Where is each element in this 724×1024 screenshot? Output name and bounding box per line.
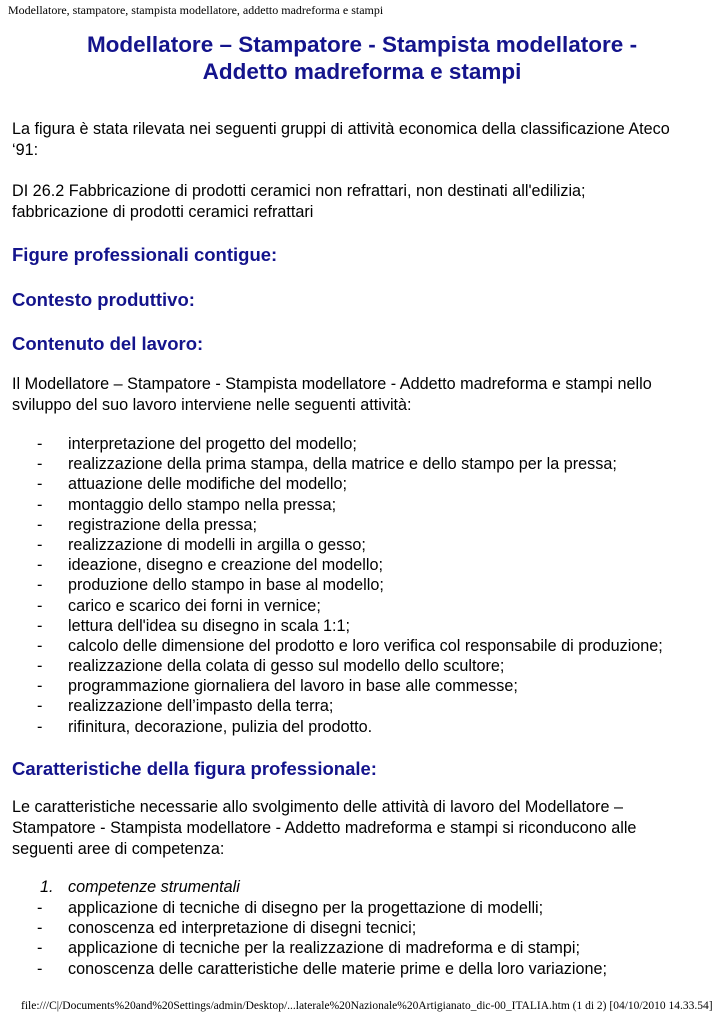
intro-line-1: La figura è stata rilevata nei seguenti gruppi di attività economica della classificazione Ateco (12, 120, 670, 138)
item-label: competenze strumentali (68, 878, 240, 896)
page-title (10, 31, 714, 85)
intro-line-2: ‘91: (12, 141, 39, 159)
list-item-text: realizzazione della colata di gesso sul modello dello scultore; (68, 657, 505, 676)
list-dash: - (37, 576, 43, 595)
list-dash: - (37, 535, 43, 554)
list-dash: - (37, 636, 43, 655)
list-item (12, 535, 712, 555)
list-item (12, 918, 712, 938)
list-item-text: programmazione giornaliera del lavoro in base alle commesse; (68, 677, 518, 696)
contenuto-line-1: Il Modellatore – Stampatore - Stampista modellatore - Addetto madreforma e stampi nello (12, 375, 652, 393)
title-line-1: Modellatore – Stampatore - Stampista modellatore - (86, 32, 638, 57)
list-item-text: montaggio dello stampo nella pressa; (68, 495, 337, 514)
list-dash: - (37, 515, 43, 534)
list-item-text: realizzazione di modelli in argilla o gesso; (68, 535, 366, 554)
heading-caratteristiche: Caratteristiche della figura professionale: (12, 758, 377, 779)
list-item (12, 938, 712, 958)
print-footer: file:///C|/Documents%20and%20Settings/admin/Desktop/...laterale%20Nazionale%20Artigianato_dic-00_ITALIA.htm (1 di 2) [04/10/2010 14.33.54] (21, 1000, 713, 1012)
caratteristiche-paragraph (12, 797, 712, 860)
ateco-line-1: DI 26.2 Fabbricazione di prodotti ceramici non refrattari, non destinati all'edilizia; (12, 182, 586, 200)
list-dash: - (37, 556, 43, 575)
ateco-paragraph (12, 181, 712, 223)
list-item (12, 454, 712, 474)
list-dash: - (37, 455, 43, 474)
list-item-text: carico e scarico dei forni in vernice; (68, 596, 321, 615)
list-item-text: applicazione di tecniche per la realizzazione di madreforma e di stampi; (68, 939, 580, 958)
list-dash: - (37, 475, 43, 494)
list-dash: - (37, 697, 43, 716)
list-item-text: produzione dello stampo in base al modello; (68, 576, 384, 595)
list-item-text: rifinitura, decorazione, pulizia del prodotto. (68, 717, 373, 736)
item-number: 1. (40, 878, 54, 896)
print-header: Modellatore, stampatore, stampista modellatore, addetto madreforma e stampi (8, 3, 384, 17)
list-item (12, 717, 712, 737)
list-dash: - (37, 435, 43, 453)
heading-contesto-produttivo: Contesto produttivo: (12, 289, 195, 310)
list-item (12, 898, 712, 918)
activities-list (12, 434, 712, 737)
list-dash: - (37, 919, 43, 938)
caratteristiche-line-3: seguenti aree di competenza: (12, 840, 225, 858)
ateco-line-2: fabbricazione di prodotti ceramici refrattari (12, 203, 314, 221)
title-line-2: Addetto madreforma e stampi (202, 59, 522, 84)
list-item-text: conoscenza delle caratteristiche delle materie prime e della loro variazione; (68, 959, 607, 978)
contenuto-line-2: sviluppo del suo lavoro interviene nelle seguenti attività: (12, 396, 412, 414)
list-item (12, 434, 712, 454)
list-dash: - (37, 899, 43, 917)
list-item-text: attuazione delle modifiche del modello; (68, 475, 347, 494)
intro-paragraph (12, 119, 712, 161)
caratteristiche-line-2: Stampatore - Stampista modellatore - Addetto madreforma e stampi si riconducono alle (12, 819, 637, 837)
list-item-text: realizzazione della prima stampa, della matrice e dello stampo per la pressa; (68, 455, 617, 474)
competenze-list (12, 898, 712, 979)
list-item-text: ideazione, disegno e creazione del modello; (68, 556, 383, 575)
list-dash: - (37, 657, 43, 676)
list-dash: - (37, 596, 43, 615)
list-item (12, 515, 712, 535)
list-item (12, 596, 712, 616)
list-item-text: registrazione della pressa; (68, 515, 257, 534)
list-item-text: realizzazione dell’impasto della terra; (68, 697, 334, 716)
list-item (12, 474, 712, 494)
list-item (12, 696, 712, 716)
list-dash: - (37, 959, 43, 978)
list-dash: - (37, 495, 43, 514)
heading-contenuto-lavoro: Contenuto del lavoro: (12, 333, 204, 354)
list-item-text: calcolo delle dimensione del prodotto e loro verifica col responsabile di produzione; (68, 636, 663, 655)
list-item (12, 575, 712, 595)
list-dash: - (37, 616, 43, 635)
caratteristiche-line-1: Le caratteristiche necessarie allo svolgimento delle attività di lavoro del Modellatore – (12, 798, 623, 816)
list-dash: - (37, 939, 43, 958)
list-item-text: applicazione di tecniche di disegno per la progettazione di modelli; (68, 899, 544, 917)
list-item (12, 959, 712, 979)
list-item (12, 495, 712, 515)
list-dash: - (37, 677, 43, 696)
list-item-text: conoscenza ed interpretazione di disegni tecnici; (68, 919, 417, 938)
list-item (12, 676, 712, 696)
list-item-text: interpretazione del progetto del modello; (68, 435, 357, 453)
list-item-text: lettura dell'idea su disegno in scala 1:1; (68, 616, 351, 635)
heading-figure-professionali: Figure professionali contigue: (12, 244, 278, 265)
list-item (12, 636, 712, 656)
list-item (12, 555, 712, 575)
contenuto-paragraph (12, 374, 712, 416)
list-item (12, 656, 712, 676)
list-dash: - (37, 717, 43, 736)
list-item (12, 616, 712, 636)
